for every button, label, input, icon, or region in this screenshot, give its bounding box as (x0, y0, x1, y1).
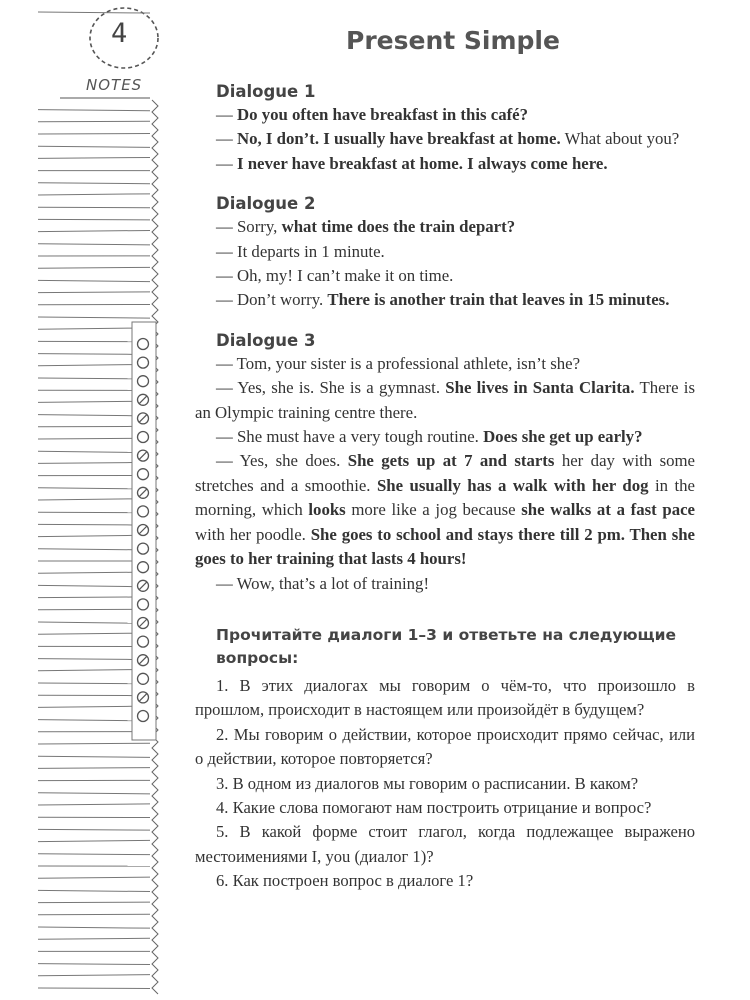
page-number: 4 (111, 18, 128, 49)
note-line (38, 280, 150, 281)
question: 6. Как построен вопрос в диалоге 1? (216, 871, 474, 891)
note-line (38, 230, 150, 231)
note-line (38, 207, 150, 208)
dialogue-line (195, 449, 695, 571)
dialogue-line (195, 376, 695, 425)
dialogue-line (195, 127, 695, 151)
page-title: Present Simple (346, 26, 560, 55)
note-line (38, 244, 150, 245)
note-line (38, 328, 132, 329)
bold-text: She gets up at 7 and starts (347, 451, 555, 471)
dialogue-line (195, 288, 695, 312)
ring-icon (138, 357, 149, 368)
note-line (38, 463, 132, 464)
ring-icon (138, 673, 149, 684)
note-line (38, 597, 132, 598)
ring-icon (138, 711, 149, 722)
note-line (38, 633, 132, 634)
bold-text: she walks at a fast pace (521, 500, 695, 520)
dialogue-heading: Dialogue 1 (216, 82, 316, 101)
dialogue-2 (195, 194, 695, 313)
note-line (38, 451, 132, 452)
note-line (38, 194, 150, 195)
note-line (38, 768, 150, 769)
bold-text: Does she get up early? (483, 427, 643, 447)
note-line (38, 110, 150, 111)
bold-text: There is another train that leaves in 15 minutes. (327, 290, 670, 310)
ring-icon (138, 543, 149, 554)
note-line (38, 549, 132, 550)
ring-icon (138, 469, 149, 480)
note-line (38, 183, 150, 184)
question: 3. В одном из диалогов мы говорим о расписании. В каком? (216, 773, 639, 793)
note-line (38, 938, 150, 939)
regular-text: There is an Olympic training centre there. (195, 378, 695, 422)
question: 1. В этих диалогах мы говорим о чём-то, что произошло в прошлом, происходит в настоящем или произойдёт в будущем? (195, 675, 695, 720)
regular-text: — Wow, that’s a lot of training! (216, 573, 430, 593)
note-line (38, 622, 132, 623)
dialogue-line (195, 103, 695, 127)
dialogue-heading: Dialogue 3 (216, 330, 316, 350)
note-line (38, 829, 150, 830)
dialogue-line (195, 572, 695, 596)
notes-sidebar (0, 0, 170, 1000)
note-line (38, 927, 150, 928)
note-line (38, 524, 132, 525)
dialogue-heading: Dialogue 2 (216, 194, 316, 214)
ring-icon (138, 636, 149, 647)
note-line (38, 121, 150, 122)
question: 4. Какие слова помогают нам построить отрицание и вопрос? (216, 797, 652, 817)
regular-text: her day with some stretches and a smoothie. (195, 451, 695, 495)
note-line (38, 585, 132, 586)
note-line (38, 488, 132, 489)
dialogue-line (195, 352, 695, 376)
dialogue-line (195, 152, 695, 176)
regular-text: in the morning, which (195, 475, 695, 520)
dialogue-line (195, 240, 695, 264)
bold-text: No, I don’t. I usually have breakfast at home. (236, 129, 561, 149)
regular-text: — Tom, your sister is a professional athlete, isn’t she? (216, 353, 581, 373)
ring-icon (138, 562, 149, 573)
note-line (38, 683, 132, 684)
regular-text: more like a jog because (345, 500, 522, 520)
bold-text: She usually has (376, 475, 492, 495)
note-line (38, 975, 150, 976)
note-line (38, 964, 150, 965)
dialogue-line (195, 264, 695, 288)
regular-text: — Yes, she does. (216, 451, 348, 471)
note-line (38, 12, 150, 13)
note-line (38, 988, 150, 989)
task-heading: Прочитайте диалоги 1–3 и ответьте на следующие вопросы: (216, 625, 677, 667)
note-line (38, 914, 150, 915)
ring-icon (138, 506, 149, 517)
main-content (195, 82, 695, 894)
note-line (38, 890, 150, 891)
notes-label: NOTES (86, 76, 143, 94)
note-line (38, 378, 132, 379)
bold-text: She lives in Santa Clarita. (445, 378, 635, 398)
note-line (38, 572, 132, 573)
note-line (38, 854, 150, 855)
regular-text: with her poodle. (195, 524, 311, 544)
note-line (38, 157, 150, 158)
note-line (38, 804, 150, 805)
regular-text: — She must have a very tough routine. (216, 427, 484, 447)
regular-text: — It departs in 1 minute. (216, 241, 385, 261)
regular-text: — (216, 153, 237, 173)
bold-text: a walk with her dog (491, 475, 649, 495)
regular-text: — Yes, she is. She is a gymnast. (216, 378, 446, 398)
note-line (38, 756, 150, 757)
ring-icon (138, 376, 149, 387)
note-line (38, 659, 132, 660)
question: 5. В какой форме стоит глагол, когда подлежащее выражено местоимениями I, you (диалог 1)? (195, 822, 695, 866)
ring-icon (138, 432, 149, 443)
note-line (38, 292, 150, 293)
dialogue-line (195, 215, 695, 239)
dialogue-1 (195, 82, 695, 176)
note-line (38, 401, 132, 402)
ring-icon (138, 339, 149, 350)
regular-text: — Sorry, (216, 217, 282, 237)
note-line (38, 317, 150, 318)
notes-lines-decoration (0, 0, 170, 1000)
note-line (38, 743, 150, 744)
note-line (38, 706, 132, 707)
note-line (38, 499, 132, 500)
bold-text: looks (308, 500, 346, 520)
note-line (38, 535, 132, 536)
note-line (38, 415, 132, 416)
note-line (38, 877, 150, 878)
bold-text: I never have breakfast at home. I always come here. (236, 153, 608, 173)
regular-text: — Don’t worry. (216, 290, 328, 310)
note-line (38, 146, 150, 147)
note-line (38, 438, 132, 439)
bold-text: Do you often have breakfast in this café? (236, 105, 529, 124)
note-line (38, 670, 132, 671)
note-line (38, 133, 150, 134)
note-line (38, 267, 150, 268)
regular-text: What about you? (560, 129, 680, 149)
note-line (38, 793, 150, 794)
bold-text: She goes to school and stays there till 2 pm. Then she goes to her training that lasts 4 hours! (195, 524, 696, 569)
bold-text: what time does the train depart? (281, 217, 516, 237)
note-line (38, 365, 132, 366)
regular-text: — (216, 129, 237, 149)
dialogue-3 (195, 331, 695, 596)
note-line (38, 840, 150, 841)
note-line (38, 720, 132, 721)
question: 2. Мы говорим о действии, которое происходит прямо сейчас, или о действии, которое повторяется? (195, 724, 695, 769)
task-questions (195, 674, 695, 894)
regular-text: — Oh, my! I can’t make it on time. (216, 266, 454, 286)
ring-icon (138, 599, 149, 610)
regular-text: — (216, 105, 237, 124)
note-line (38, 354, 132, 355)
dialogue-line (195, 425, 695, 449)
